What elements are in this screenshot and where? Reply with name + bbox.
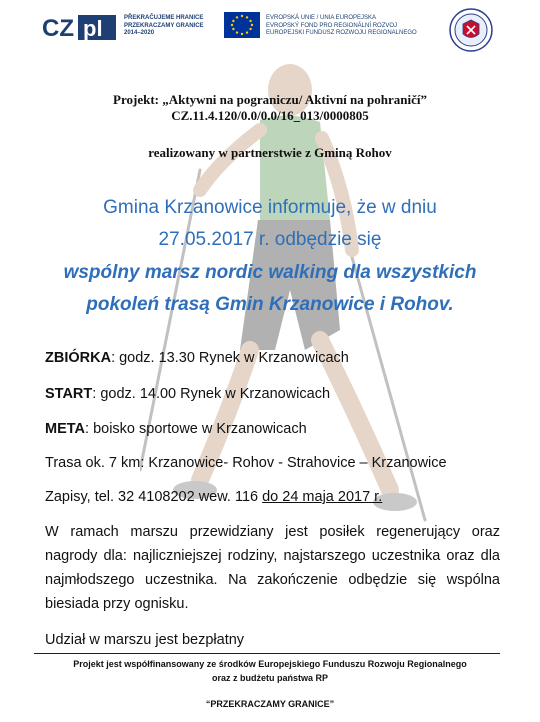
czpl-caption-line: PRZEKRACZAMY GRANICE xyxy=(124,22,204,29)
headline-line-4: pokoleń trasą Gmin Krzanowice i Rohov. xyxy=(86,294,454,315)
partnership-line: realizowany w partnerstwie z Gminą Rohov xyxy=(148,145,392,160)
footer-programme-name: “PRZEKRACZAMY GRANICE” xyxy=(205,699,335,709)
eu-caption xyxy=(266,15,417,38)
headline-line-2: 27.05.2017 r. odbędzie się xyxy=(158,229,382,250)
route-line: Trasa ok. 7 km: Krzanowice- Rohov - Strahovice – Krzanowice xyxy=(45,455,447,471)
gathering-label: ZBIÓRKA xyxy=(45,350,112,366)
start-text: : godz. 14.00 Rynek w Krzanowicach xyxy=(92,386,331,402)
start-label: START xyxy=(45,386,93,402)
czpl-logo-icon xyxy=(40,12,118,42)
czpl-caption-line: PŘEKRAČUJEME HRANICE xyxy=(124,15,204,21)
svg-text:CZ: CZ xyxy=(42,15,74,42)
gathering-text: : godz. 13.30 Rynek w Krzanowicach xyxy=(111,350,349,366)
registration-text: Zapisy, tel. 32 4108202 wew. 116 xyxy=(45,489,263,505)
czpl-caption-line: 2014–2020 xyxy=(124,30,155,36)
svg-text:pl: pl xyxy=(83,16,103,41)
finish-text: : boisko sportowe w Krzanowicach xyxy=(85,421,307,437)
start-line xyxy=(45,386,330,402)
registration-deadline: do 24 maja 2017 r. xyxy=(262,489,383,505)
finish-line xyxy=(45,421,307,437)
eu-caption-line: EVROPSKÝ FOND PRO REGIONÁLNÍ ROZVOJ xyxy=(266,22,398,29)
gathering-line xyxy=(45,350,349,366)
registration-line xyxy=(45,489,382,505)
czpl-logo-caption xyxy=(124,15,204,38)
headline-line-1: Gmina Krzanowice informuje, że w dniu xyxy=(103,197,437,218)
headline-line-3: wspólny marsz nordic walking dla wszystkich xyxy=(63,262,477,283)
eu-caption-line: EUROPEJSKI FUNDUSZ ROZWOJU REGIONALNEGO xyxy=(266,30,417,36)
project-code: CZ.11.4.120/0.0/0.0/16_013/0000805 xyxy=(171,108,369,123)
project-title: Projekt: „Aktywni na pograniczu/ Aktivní na pohraničí” xyxy=(113,92,427,107)
eu-caption-line: EVROPSKÁ UNIE / UNIA EUROPEJSKA xyxy=(266,15,377,21)
municipal-seal-icon xyxy=(449,8,493,52)
footer-budget-line: oraz z budżetu państwa RP xyxy=(211,673,328,683)
finish-label: META xyxy=(45,421,86,437)
footer-divider xyxy=(34,653,500,654)
description-paragraph: W ramach marszu przewidziany jest posiłek regenerujący oraz nagrody dla: najliczniejszej rodziny, najstarszego uczestnika oraz dla najmłodszego uczestnika. Na zakończenie odbędzie się wspólna biesiada przy ognisku. xyxy=(45,524,500,612)
logo-strip xyxy=(0,6,540,52)
free-participation-note: Udział w marszu jest bezpłatny xyxy=(45,632,245,648)
footer-funding-line: Projekt jest współfinansowany ze środków Europejskiego Funduszu Rozwoju Regionalnego xyxy=(73,659,467,669)
eu-flag-icon xyxy=(224,12,260,38)
